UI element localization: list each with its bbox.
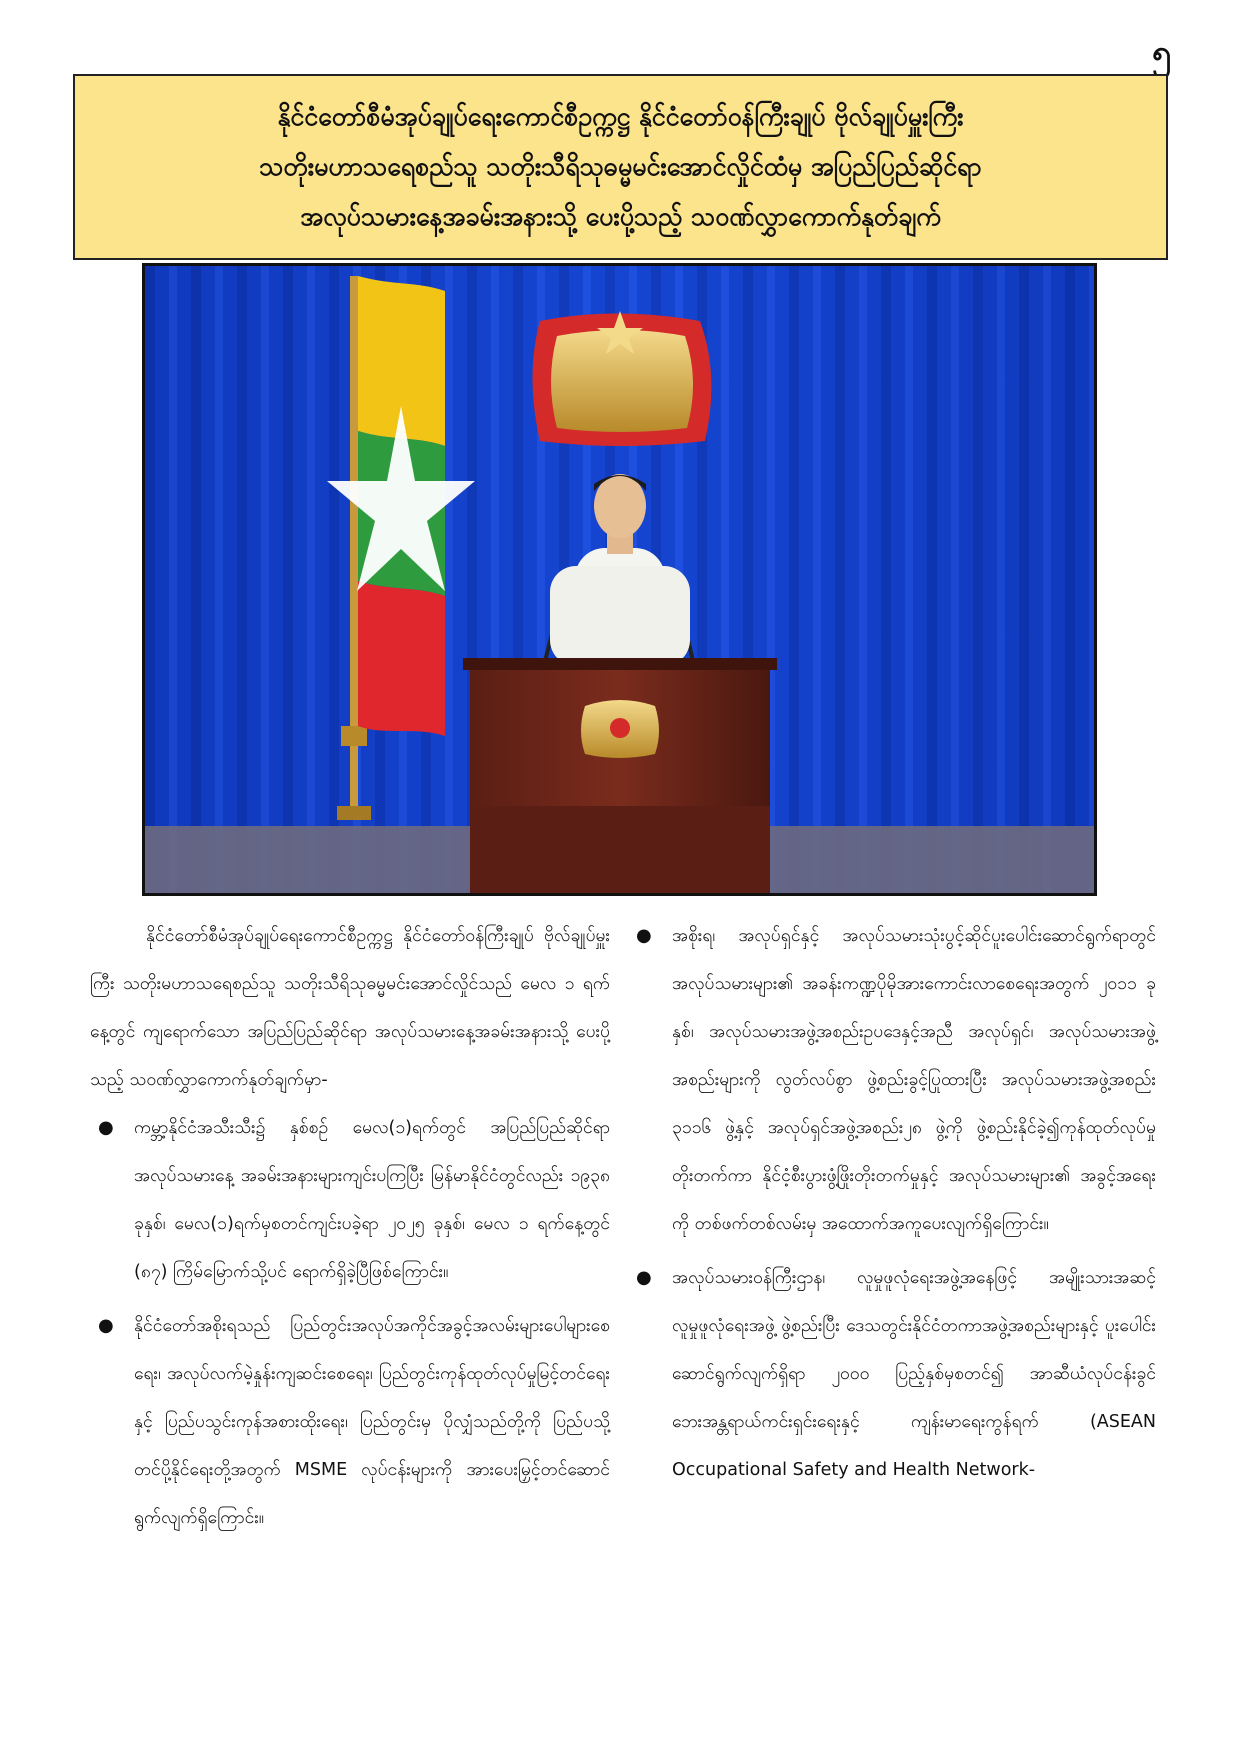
list-item-text: အလုပ်သမားဝန်ကြီးဌာန၊ လူမှုဖူလုံရေးအဖွဲ့အနေဖြင့် အမျိုးသားအဆင့် လူမှုဖူလုံရေးအဖွဲ့ ဖွဲ့စည်းပြီး ဒေသတွင်းနိုင်ငံတကာအဖွဲ့အစည်းများနှင့် ပူးပေါင်းဆောင်ရွက်လျက်ရှိရာ ၂၀၀၀ ပြည့်နှစ်မှစတင်၍ အာဆီယံလုပ်ငန်းခွင်ဘေးအန္တရာယ်ကင်းရှင်းရေးနှင့် ကျန်းမာရေးကွန်ရက် (ASEAN Occupational Safety and Health Network- — [672, 1268, 1156, 1480]
page-number: ၅ — [1151, 33, 1171, 73]
bullet-dot-icon: ● — [636, 925, 652, 946]
bullet-dot-icon: ● — [98, 1315, 114, 1336]
list-item-text: နိုင်ငံတော်အစိုးရသည် ပြည်တွင်းအလုပ်အကိုင်အခွင့်အလမ်းများပေါများစေရေး၊ အလုပ်လက်မဲ့နှုန်းကျဆင်းစေရေး၊ ပြည်တွင်းကုန်ထုတ်လုပ်မှုမြင့်တင်ရေးနှင့် ပြည်ပသွင်းကုန်အစားထိုးရေး၊ ပြည်တွင်းမှ ပိုလျှံသည်တို့ကို ပြည်ပသို့တင်ပို့နိုင်ရေးတို့အတွက် MSME လုပ်ငန်းများကို အားပေးမြှင့်တင်ဆောင်ရွက်လျက်ရှိကြောင်း။ — [134, 1316, 610, 1528]
intro-paragraph: နိုင်ငံတော်စီမံအုပ်ချုပ်ရေးကောင်စီဥက္ကဋ္ဌ နိုင်ငံတော်ဝန်ကြီးချုပ် ဗိုလ်ချုပ်မှူးကြီး သတိုးမဟာသရေစည်သူ သတိုးသီရိသုဓမ္မမင်းအောင်လှိုင်သည် မေလ ၁ ရက်နေ့တွင် ကျရောက်သော အပြည်ပြည်ဆိုင်ရာ အလုပ်သမားနေ့အခမ်းအနားသို့ ပေးပို့သည့် သဝဏ်လွှာကောက်နုတ်ချက်မှာ- — [90, 926, 610, 1090]
speaker-at-podium-photo — [142, 263, 1097, 896]
headline-line-1: နိုင်ငံတော်စီမံအုပ်ချုပ်ရေးကောင်စီဥက္ကဋ္ဌ နိုင်ငံတော်ဝန်ကြီးချုပ် ဗိုလ်ချုပ်မှူးကြီး — [277, 102, 964, 131]
right-text-column — [628, 912, 1156, 1500]
headline-box — [73, 74, 1168, 260]
bullet-dot-icon: ● — [98, 1117, 114, 1138]
list-item — [90, 1302, 610, 1542]
list-item — [628, 912, 1156, 1248]
list-item — [628, 1254, 1156, 1494]
left-text-column — [90, 912, 610, 1548]
list-item-text: အစိုးရ၊ အလုပ်ရှင်နှင့် အလုပ်သမားသုံးပွင့်ဆိုင်ပူးပေါင်းဆောင်ရွက်ရာတွင် အလုပ်သမားများ၏ အခန်းကဏ္ဍပိုမိုအားကောင်းလာစေရေးအတွက် ၂၀၁၁ ခုနှစ်၊ အလုပ်သမားအဖွဲ့အစည်းဥပဒေနှင့်အညီ အလုပ်ရှင်၊ အလုပ်သမားအဖွဲ့အစည်းများကို လွတ်လပ်စွာ ဖွဲ့စည်းခွင့်ပြုထားပြီး အလုပ်သမားအဖွဲ့အစည်း ၃၁၁၆ ဖွဲ့နှင့် အလုပ်ရှင်အဖွဲ့အစည်း၂၈ ဖွဲ့ကို ဖွဲ့စည်းနိုင်ခဲ့၍ကုန်ထုတ်လုပ်မှုတိုးတက်ကာ နိုင်ငံ့စီးပွားဖွံ့ဖြိုးတိုးတက်မှုနှင့် အလုပ်သမားများ၏ အခွင့်အရေးကို တစ်ဖက်တစ်လမ်းမှ အထောက်အကူပေးလျက်ရှိကြောင်း။ — [672, 926, 1156, 1234]
list-item — [90, 1104, 610, 1296]
list-item-text: ကမ္ဘာ့နိုင်ငံအသီးသီး၌ နှစ်စဉ် မေလ(၁)ရက်တွင် အပြည်ပြည်ဆိုင်ရာအလုပ်သမားနေ့ အခမ်းအနားများကျင်းပကြပြီး မြန်မာနိုင်ငံတွင်လည်း ၁၉၃၈ ခုနှစ်၊ မေလ(၁)ရက်မှစတင်ကျင်းပခဲ့ရာ ၂၀၂၅ ခုနှစ်၊ မေလ ၁ ရက်နေ့တွင် (၈၇) ကြိမ်မြောက်သို့ပင် ရောက်ရှိခဲ့ပြီဖြစ်ကြောင်း။ — [134, 1118, 610, 1282]
headline-line-2: သတိုးမဟာသရေစည်သူ သတိုးသီရိသုဓမ္မမင်းအောင်လှိုင်ထံမှ အပြည်ပြည်ဆိုင်ရာ — [259, 152, 982, 181]
headline-line-3: အလုပ်သမားနေ့အခမ်းအနားသို့ ပေးပို့သည့် သဝဏ်လွှာကောက်နုတ်ချက် — [300, 202, 941, 231]
bullet-dot-icon: ● — [636, 1267, 652, 1288]
